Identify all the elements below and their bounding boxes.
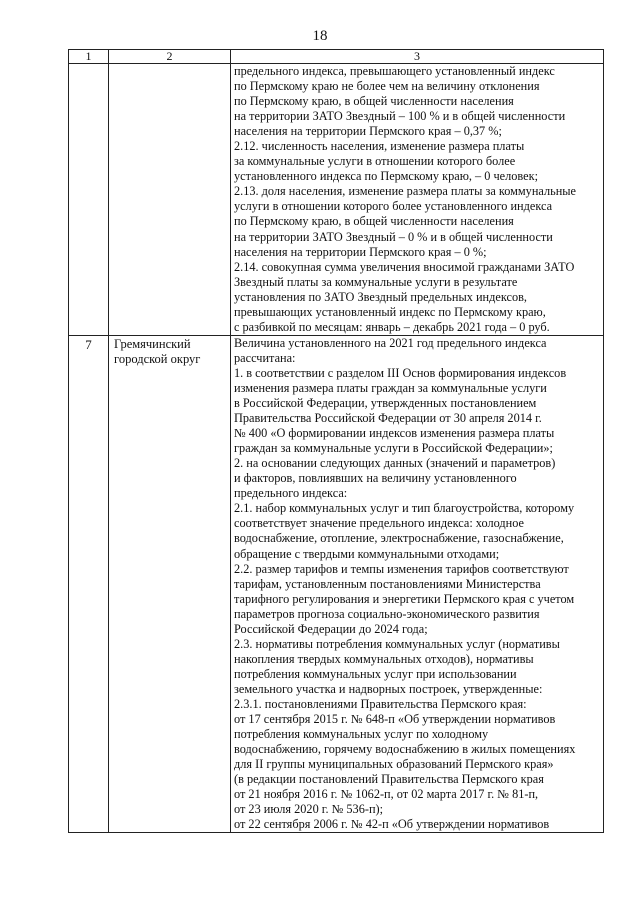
page-number: 18 (312, 28, 328, 44)
text-line: (в редакции постановлений Правительства Пермского края (234, 772, 544, 787)
text-line: по Пермскому краю, в общей численности населения (234, 94, 514, 109)
text-line: предельного индекса, превышающего установленный индекс (234, 64, 555, 78)
text-line: земельного участка и надворных построек, утвержденные: (234, 681, 543, 696)
text-line: Звездный платы за коммунальные услуги в результате (234, 274, 518, 289)
text-line: изменения размера платы граждан за коммунальные услуги (234, 380, 547, 395)
table-row (69, 64, 604, 336)
text-line: 2.3.1. постановлениями Правительства Пермского края: (234, 696, 527, 711)
text-line: водоснабжению, горячему водоснабжению в жилых помещениях (234, 742, 576, 757)
text-line: 1. в соответствии с разделом III Основ формирования индексов (234, 365, 567, 380)
text-line: Российской Федерации до 2024 года; (234, 621, 428, 636)
text-line: от 23 июля 2020 г. № 536-п); (234, 802, 384, 817)
text-line: потребления коммунальных услуг при использовании (234, 666, 517, 681)
text-line: Величина установленного на 2021 год предельного индекса (234, 335, 547, 350)
text-line: населения на территории Пермского края – 0 %; (234, 244, 487, 259)
text-line: за коммунальные услуги в отношении которого более (234, 154, 516, 169)
text-line: установленного индекса по Пермскому краю, – 0 человек; (234, 169, 538, 184)
text-line: соответствует значение предельного индекса: холодное (234, 516, 524, 531)
text-line: 2.3. нормативы потребления коммунальных услуг (нормативы (234, 636, 560, 651)
text-line: 2.2. размер тарифов и темпы изменения тарифов соответствуют (234, 561, 569, 576)
text-line: в Российской Федерации, утвержденных постановлением (234, 396, 537, 411)
text-line: на территории ЗАТО Звездный – 100 % и в общей численности (234, 109, 566, 124)
text-line: по Пермскому краю, в общей численности населения (234, 214, 514, 229)
text-line: по Пермскому краю не более чем на величину отклонения (234, 79, 540, 94)
text-line: 2. на основании следующих данных (значений и параметров) (234, 456, 556, 471)
header-col-1: 1 (69, 50, 109, 64)
text-line: обращение с твердыми коммунальными отходами; (234, 546, 500, 561)
text-line: Правительства Российской Федерации от 30 апреля 2014 г. (234, 411, 542, 426)
text-line: граждан за коммунальные услуги в Российской Федерации»; (234, 441, 553, 456)
row-number: 7 (69, 335, 109, 833)
text-line: водоснабжение, отопление, электроснабжение, газоснабжение, (234, 531, 564, 546)
text-line: населения на территории Пермского края – 0,37 %; (234, 124, 502, 139)
document-table (68, 49, 604, 833)
text-line: накопления твердых коммунальных отходов), нормативы (234, 651, 534, 666)
text-line: 2.12. численность населения, изменение размера платы (234, 139, 525, 154)
text-line: предельного индекса: (234, 486, 348, 501)
text-line: № 400 «О формировании индексов изменения размера платы (234, 426, 555, 441)
text-line: и факторов, повлиявших на величину установленного (234, 471, 517, 486)
row-text (231, 335, 604, 833)
text-line: тарифного регулирования и энергетики Пермского края с учетом (234, 591, 575, 606)
text-line: от 22 сентября 2006 г. № 42-п «Об утверждении нормативов (234, 817, 550, 832)
row-number (69, 64, 109, 336)
text-line: на территории ЗАТО Звездный – 0 % и в общей численности (234, 229, 553, 244)
table-row (69, 335, 604, 833)
text-line: 2.14. совокупная сумма увеличения вносимой гражданами ЗАТО (234, 259, 575, 274)
text-line: тарифам, установленным постановлениями Министерства (234, 576, 541, 591)
text-line: превышающих установленный индекс по Пермскому краю, (234, 304, 546, 319)
text-line: услуги в отношении которого более установленного индекса (234, 199, 553, 214)
municipality-name (109, 64, 231, 336)
text-line: от 17 сентября 2015 г. № 648-п «Об утверждении нормативов (234, 712, 556, 727)
row-text (231, 64, 604, 336)
table-header-row (69, 50, 604, 64)
text-line: от 21 ноября 2016 г. № 1062-п, от 02 марта 2017 г. № 81-п, (234, 787, 539, 802)
text-line: для II группы муниципальных образований Пермского края» (234, 757, 554, 772)
text-line: 2.1. набор коммунальных услуг и тип благоустройства, которому (234, 501, 575, 516)
municipality-name: Гремячинский городской округ (109, 335, 231, 833)
text-line: параметров прогноза социально-экономического развития (234, 606, 540, 621)
text-line: с разбивкой по месяцам: январь – декабрь 2021 года – 0 руб. (234, 319, 550, 334)
header-col-2: 2 (109, 50, 231, 64)
text-line: потребления коммунальных услуг по холодному (234, 727, 489, 742)
text-line: установления по ЗАТО Звездный предельных индексов, (234, 289, 527, 304)
header-col-3: 3 (231, 50, 604, 64)
text-line: рассчитана: (234, 350, 296, 365)
text-line: 2.13. доля населения, изменение размера платы за коммунальные (234, 184, 577, 199)
